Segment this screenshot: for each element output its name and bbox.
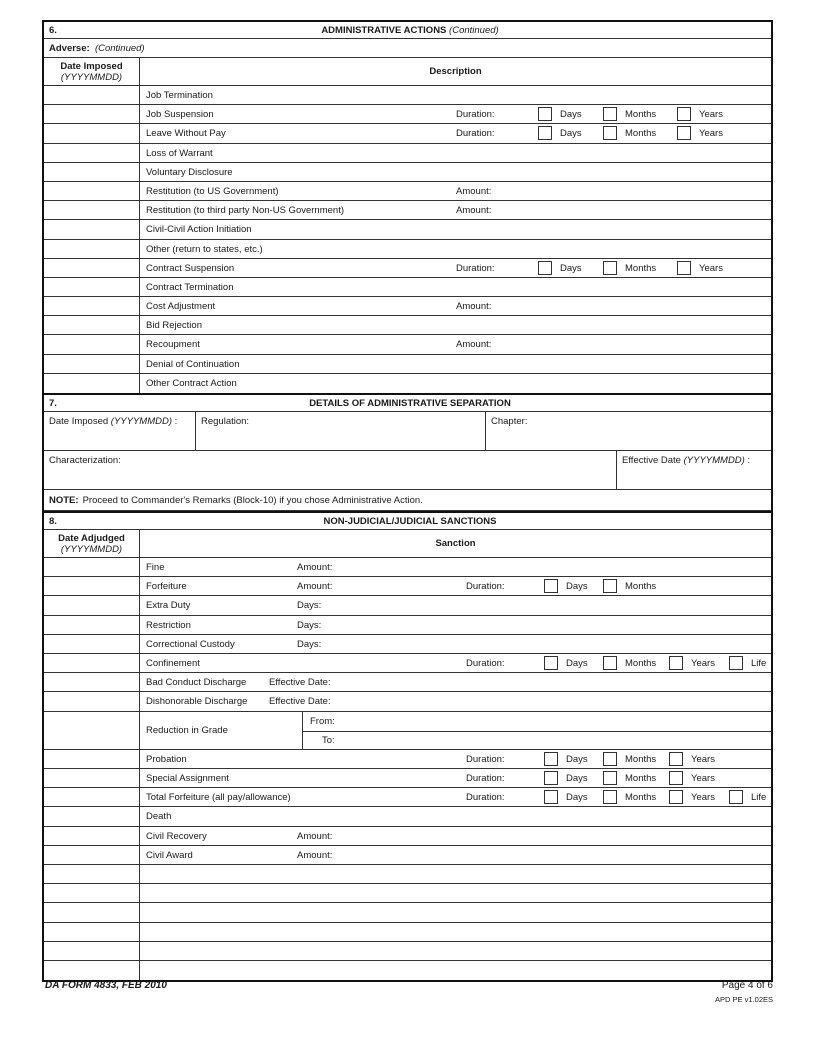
row-label: Other Contract Action — [146, 377, 237, 389]
note-row — [44, 490, 771, 511]
table-row — [44, 692, 771, 711]
description-cell — [140, 923, 771, 941]
adverse-subheader — [44, 39, 771, 58]
days-label: Days — [560, 128, 582, 140]
table-row — [44, 750, 771, 769]
table-row — [44, 355, 771, 374]
description-cell — [140, 673, 771, 691]
date-format: (YYYYMMDD) — [110, 416, 173, 427]
months-checkbox[interactable] — [603, 261, 617, 275]
row-label: Bad Conduct Discharge — [146, 677, 247, 689]
chapter-field[interactable] — [486, 412, 771, 450]
days-label: Days — [566, 581, 588, 593]
months-checkbox[interactable] — [603, 126, 617, 140]
date-cell[interactable] — [44, 692, 140, 710]
row-extra-label: Duration: — [466, 792, 505, 804]
date-cell[interactable] — [44, 105, 140, 123]
description-cell — [140, 769, 771, 787]
date-cell[interactable] — [44, 961, 140, 980]
date-cell[interactable] — [44, 240, 140, 258]
row-extra-label: Duration: — [456, 109, 495, 121]
row-label: Restriction — [146, 619, 191, 631]
from-label: From: — [310, 715, 335, 727]
section-number: 7. — [49, 397, 57, 409]
row-mid-label: Amount: — [297, 562, 333, 573]
days-checkbox[interactable] — [538, 107, 552, 121]
months-label: Months — [625, 792, 657, 804]
section-6 — [42, 20, 773, 393]
years-label: Years — [699, 262, 723, 274]
row-extra-label: Duration: — [466, 657, 505, 669]
table-row — [44, 923, 771, 942]
description-cell — [140, 316, 771, 334]
date-adjudged-header: Date Adjudged — [58, 532, 125, 544]
date-cell[interactable] — [44, 297, 140, 315]
days-checkbox[interactable] — [538, 261, 552, 275]
date-cell[interactable] — [44, 355, 140, 373]
section-title: NON-JUDICIAL/JUDICIAL SANCTIONS — [323, 515, 497, 527]
table-row — [44, 577, 771, 596]
effective-date-label: Effective Date — [622, 455, 681, 466]
row-label: Total Forfeiture (all pay/allowance) — [146, 792, 291, 804]
row-label: Cost Adjustment — [146, 301, 216, 313]
years-checkbox[interactable] — [677, 126, 691, 140]
days-label: Days — [560, 262, 582, 274]
description-cell — [140, 807, 771, 825]
days-label: Days — [566, 792, 588, 804]
years-checkbox[interactable] — [669, 790, 683, 804]
row-mid-label: Amount: — [297, 849, 333, 861]
months-checkbox[interactable] — [603, 107, 617, 121]
description-cell — [140, 240, 771, 258]
table-row — [44, 788, 771, 807]
description-cell — [140, 105, 771, 123]
date-cell[interactable] — [44, 316, 140, 334]
months-checkbox[interactable] — [603, 771, 617, 785]
table-row — [44, 827, 771, 846]
description-cell — [140, 903, 771, 921]
column-header — [44, 58, 771, 86]
description-cell — [140, 577, 771, 595]
row-mid-label: Amount: — [297, 830, 333, 842]
row-label: Restitution (to US Government) — [146, 185, 279, 197]
table-row — [44, 220, 771, 239]
date-cell[interactable] — [44, 278, 140, 296]
years-label: Years — [691, 753, 715, 765]
description-cell — [140, 961, 771, 980]
row-label: Death — [146, 811, 172, 823]
row-label: Other (return to states, etc.) — [146, 243, 263, 255]
description-cell — [140, 220, 771, 238]
life-label: Life — [751, 657, 767, 669]
chapter-label: Chapter: — [491, 416, 528, 427]
row-extra-label: Duration: — [456, 128, 495, 140]
years-checkbox[interactable] — [669, 656, 683, 670]
row-label: Confinement — [146, 657, 200, 669]
date-cell[interactable] — [44, 807, 140, 825]
section-header — [44, 22, 771, 39]
section-7 — [42, 393, 773, 511]
row-label: Special Assignment — [146, 773, 229, 785]
months-label: Months — [625, 657, 657, 669]
date-cell[interactable] — [44, 616, 140, 634]
regulation-field[interactable] — [196, 412, 486, 450]
date-cell[interactable] — [44, 750, 140, 768]
table-row — [44, 374, 771, 393]
description-cell — [140, 124, 771, 142]
date-cell[interactable] — [44, 124, 140, 142]
version-label: APD PE v1.02ES — [715, 995, 773, 1004]
description-cell — [140, 750, 771, 768]
row-extra-label: Duration: — [466, 773, 505, 785]
continued-note: (Continued) — [449, 24, 499, 36]
table-row — [44, 278, 771, 297]
description-cell — [140, 558, 771, 576]
date-cell[interactable] — [44, 201, 140, 219]
row-extra-label: Duration: — [466, 753, 505, 765]
date-cell[interactable] — [44, 923, 140, 941]
table-row — [44, 259, 771, 278]
row-label: Bid Rejection — [146, 320, 202, 332]
date-cell[interactable] — [44, 635, 140, 653]
table-row — [44, 865, 771, 884]
years-checkbox[interactable] — [677, 261, 691, 275]
table-row — [44, 769, 771, 788]
sanction-label: Reduction in Grade — [146, 724, 228, 736]
row-extra-label: Amount: — [456, 205, 492, 217]
description-cell — [140, 163, 771, 181]
description-cell — [140, 942, 771, 960]
row-label: Denial of Continuation — [146, 358, 240, 370]
characterization-label: Characterization: — [49, 455, 121, 466]
page-number: Page 4 of 6 — [721, 980, 773, 991]
description-cell — [140, 654, 771, 672]
regulation-label: Regulation: — [201, 416, 250, 427]
table-row — [44, 673, 771, 692]
row-label: Leave Without Pay — [146, 128, 226, 140]
days-checkbox[interactable] — [544, 771, 558, 785]
description-cell — [140, 846, 771, 864]
table-row — [44, 635, 771, 654]
date-cell[interactable] — [44, 86, 140, 104]
section-number: 6. — [49, 24, 57, 36]
months-checkbox[interactable] — [603, 790, 617, 804]
characterization-field[interactable] — [44, 451, 617, 489]
section-8 — [42, 511, 773, 982]
section-title: ADMINISTRATIVE ACTIONS — [321, 24, 447, 36]
description-cell — [140, 182, 771, 200]
days-label: Days — [560, 109, 582, 121]
table-row — [44, 942, 771, 961]
effective-date-label: Effective Date: — [269, 696, 331, 708]
date-format: (YYYYMMDD) — [60, 71, 123, 83]
table-row — [44, 105, 771, 124]
adverse-label: Adverse: — [49, 42, 90, 54]
description-cell — [140, 596, 771, 614]
table-row — [44, 558, 771, 577]
date-imposed-field[interactable] — [44, 412, 196, 450]
table-row — [44, 240, 771, 259]
table-row — [44, 616, 771, 635]
row-mid-label: Amount: — [297, 581, 333, 593]
column-header — [44, 530, 771, 558]
row-label: Restitution (to third party Non-US Government) — [146, 205, 344, 217]
date-cell[interactable] — [44, 577, 140, 595]
life-checkbox[interactable] — [729, 656, 743, 670]
row-label: Probation — [146, 753, 187, 765]
table-row — [44, 903, 771, 922]
date-cell[interactable] — [44, 865, 140, 883]
years-label: Years — [691, 657, 715, 669]
row-extra-label: Amount: — [456, 185, 492, 197]
table-row — [44, 884, 771, 903]
reduction-row — [44, 712, 771, 750]
section-header — [44, 513, 771, 530]
label-colon: : — [744, 455, 751, 466]
days-checkbox[interactable] — [544, 790, 558, 804]
life-checkbox[interactable] — [729, 790, 743, 804]
description-cell — [140, 259, 771, 277]
years-label: Years — [691, 792, 715, 804]
row-label: Contract Suspension — [146, 262, 235, 274]
row-label: Loss of Warrant — [146, 147, 213, 159]
row-label: Job Suspension — [146, 109, 214, 121]
days-label: Days — [566, 753, 588, 765]
date-cell[interactable] — [44, 259, 140, 277]
months-checkbox[interactable] — [603, 579, 617, 593]
description-cell — [140, 201, 771, 219]
row-extra-label: Duration: — [456, 262, 495, 274]
days-checkbox[interactable] — [544, 656, 558, 670]
description-cell — [140, 616, 771, 634]
description-cell — [140, 865, 771, 883]
row-label: Recoupment — [146, 339, 200, 351]
table-row — [44, 297, 771, 316]
table-row — [44, 201, 771, 220]
table-row — [44, 124, 771, 143]
description-cell — [140, 355, 771, 373]
years-checkbox[interactable] — [669, 771, 683, 785]
days-checkbox[interactable] — [544, 752, 558, 766]
date-cell[interactable] — [44, 144, 140, 162]
row-label: Contract Termination — [146, 281, 234, 293]
months-label: Months — [625, 128, 657, 140]
date-format: (YYYYMMDD) — [60, 543, 123, 555]
row-extra-label: Amount: — [456, 339, 492, 351]
description-cell — [140, 335, 771, 353]
table-row — [44, 182, 771, 201]
years-label: Years — [691, 773, 715, 785]
months-label: Months — [625, 109, 657, 121]
date-cell[interactable] — [44, 654, 140, 672]
row-label: Civil Recovery — [146, 830, 207, 842]
adverse-continued: (Continued) — [94, 42, 145, 54]
table-row — [44, 163, 771, 182]
description-cell — [140, 374, 771, 393]
years-checkbox[interactable] — [669, 752, 683, 766]
date-cell[interactable] — [44, 374, 140, 393]
date-cell[interactable] — [44, 942, 140, 960]
section-number: 8. — [49, 515, 57, 527]
date-cell[interactable] — [44, 163, 140, 181]
years-label: Years — [699, 109, 723, 121]
date-cell[interactable] — [44, 903, 140, 921]
description-cell — [140, 827, 771, 845]
description-header: Description — [429, 66, 482, 77]
date-cell[interactable] — [44, 558, 140, 576]
to-label: To: — [322, 734, 335, 746]
date-imposed-header: Date Imposed — [60, 60, 123, 72]
date-cell[interactable] — [44, 788, 140, 806]
table-row — [44, 596, 771, 615]
description-cell — [140, 86, 771, 104]
months-label: Months — [625, 262, 657, 274]
separation-row-1 — [44, 412, 771, 451]
row-label: Voluntary Disclosure — [146, 166, 233, 178]
row-label: Civil-Civil Action Initiation — [146, 224, 252, 236]
table-row — [44, 846, 771, 865]
years-label: Years — [699, 128, 723, 140]
days-checkbox[interactable] — [544, 579, 558, 593]
row-mid-label: Days: — [297, 600, 322, 612]
description-cell — [140, 692, 771, 710]
note-label: NOTE: — [49, 494, 79, 506]
row-mid-label: Days: — [297, 619, 322, 631]
description-cell — [140, 884, 771, 902]
months-checkbox[interactable] — [603, 752, 617, 766]
row-extra-label: Amount: — [456, 301, 492, 313]
description-cell — [140, 278, 771, 296]
effective-date-field[interactable] — [617, 451, 771, 489]
description-cell — [140, 788, 771, 806]
date-cell[interactable] — [44, 220, 140, 238]
date-cell[interactable] — [44, 769, 140, 787]
table-row — [44, 961, 771, 980]
days-checkbox[interactable] — [538, 126, 552, 140]
section-header — [44, 395, 771, 412]
date-cell[interactable] — [44, 712, 140, 749]
table-row — [44, 86, 771, 105]
note-text: Proceed to Commander's Remarks (Block-10) if you chose Administrative Action. — [82, 494, 423, 506]
row-label: Forfeiture — [146, 581, 187, 593]
row-label: Civil Award — [146, 849, 193, 861]
date-cell[interactable] — [44, 846, 140, 864]
table-row — [44, 654, 771, 673]
row-label: Job Termination — [146, 90, 213, 101]
date-cell[interactable] — [44, 673, 140, 691]
date-cell[interactable] — [44, 884, 140, 902]
effective-date-label: Effective Date: — [269, 677, 331, 689]
months-label: Months — [625, 753, 657, 765]
months-label: Months — [625, 581, 657, 593]
label-colon: : — [172, 416, 178, 427]
row-label: Correctional Custody — [146, 638, 235, 650]
row-mid-label: Days: — [297, 638, 322, 650]
description-cell — [140, 144, 771, 162]
date-format: (YYYYMMDD) — [683, 455, 745, 466]
row-extra-label: Duration: — [466, 581, 505, 593]
table-row — [44, 335, 771, 354]
years-checkbox[interactable] — [677, 107, 691, 121]
date-cell[interactable] — [44, 335, 140, 353]
months-label: Months — [625, 773, 657, 785]
row-label: Fine — [146, 562, 165, 573]
section-title: DETAILS OF ADMINISTRATIVE SEPARATION — [309, 397, 511, 409]
date-cell[interactable] — [44, 182, 140, 200]
form-id: DA FORM 4833, FEB 2010 — [45, 980, 167, 991]
separation-row-2 — [44, 451, 771, 490]
sanction-header: Sanction — [435, 538, 476, 549]
table-row — [44, 144, 771, 163]
row-label: Dishonorable Discharge — [146, 696, 248, 708]
table-row — [44, 316, 771, 335]
date-cell[interactable] — [44, 827, 140, 845]
description-cell — [140, 635, 771, 653]
date-imposed-label: Date Imposed — [49, 416, 109, 427]
date-cell[interactable] — [44, 596, 140, 614]
table-row — [44, 807, 771, 826]
days-label: Days — [566, 773, 588, 785]
description-cell — [140, 297, 771, 315]
months-checkbox[interactable] — [603, 656, 617, 670]
row-label: Extra Duty — [146, 600, 191, 612]
life-label: Life — [751, 792, 767, 804]
days-label: Days — [566, 657, 588, 669]
